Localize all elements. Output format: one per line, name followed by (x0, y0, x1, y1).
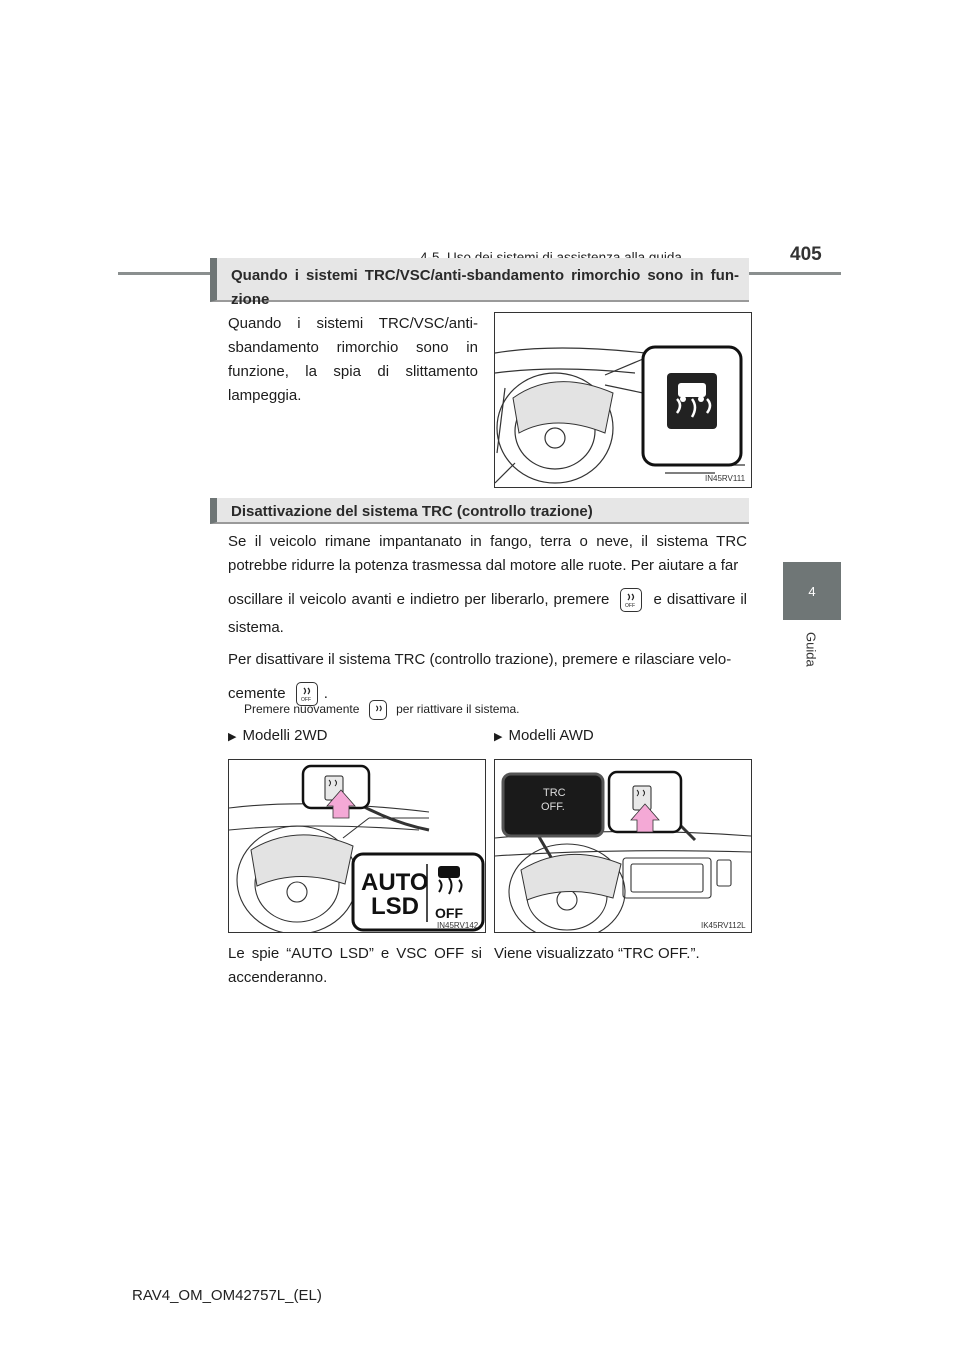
para2-text-c: . (323, 685, 328, 703)
para1-text-c: e disattivare il (653, 591, 748, 608)
auto-lsd-indicator-line1: AUTO (361, 869, 429, 896)
section-heading-trc-active (210, 258, 749, 308)
note-text-a: Premere nuovamente (244, 702, 360, 717)
trc-off-display-line1: TRC (543, 787, 566, 799)
figure-2wd (228, 759, 486, 933)
trc-off-display-line2: OFF. (541, 801, 565, 813)
para1-line-a: Se il veicolo rimane impantanato in fango, terra o neve, il sistema TRC potrebbe ridurre la potenza trasmessa dal motore alle ruote. Per aiutare a far (228, 533, 747, 574)
document-code: RAV4_OM_OM42757L_(EL) (132, 1287, 322, 1304)
model-label-awd: ▶ Modelli AWD (494, 727, 594, 744)
para2-text-b: cemente (228, 685, 286, 703)
figure-awd (494, 759, 752, 933)
figure-code: IN45RV142 (437, 921, 479, 930)
svg-text:OFF: OFF (625, 603, 636, 610)
note-text-b: per riattivare il sistema. (396, 702, 520, 717)
auto-lsd-indicator-line2: LSD (371, 893, 419, 920)
reactivate-note (244, 700, 519, 720)
page-number: 405 (790, 244, 822, 265)
para1-text-b: oscillare il veicolo avanti e indietro per liberarlo, premere (228, 591, 610, 608)
dashboard-awd-illustration (495, 760, 751, 932)
section-heading-trc-off: Disattivazione del sistema TRC (controllo trazione) (210, 498, 749, 524)
dashboard-2wd-illustration (229, 760, 485, 932)
chapter-tab: 4 (783, 562, 841, 620)
para2-line-a: Per disattivare il sistema TRC (controllo trazione), premere e rilasciare velo- (228, 651, 732, 669)
triangle-bullet-icon: ▶ (494, 731, 503, 743)
section2-paragraphs (228, 530, 747, 706)
figure-slip-indicator (494, 312, 752, 488)
vsc-off-button-icon (369, 700, 387, 720)
triangle-bullet-icon: ▶ (228, 731, 237, 743)
section1-text: Quando i sistemi TRC/VSC/anti-sbandamento rimorchio sono in funzione, la spia di slittamento lampeggia. (228, 315, 478, 404)
heading-line-1: Quando i sistemi TRC/VSC/anti-sbandamento rimorchio sono in fun- (231, 267, 739, 284)
dashboard-illustration (495, 313, 751, 487)
caption-awd: Viene visualizzato “TRC OFF.”. (494, 945, 700, 962)
caption-2wd: Le spie “AUTO LSD” e VSC OFF si accenderanno. (228, 945, 482, 986)
para1-line-b (228, 588, 747, 612)
para1-line-d: sistema. (228, 619, 284, 637)
figure-code: IK45RV112L (701, 921, 746, 930)
vsc-off-button-icon (620, 588, 642, 612)
svg-text:OFF: OFF (300, 697, 311, 704)
vsc-off-indicator-text: OFF (435, 905, 463, 921)
model-label-2wd: ▶ Modelli 2WD (228, 727, 328, 744)
heading-line-2: zione (231, 291, 270, 308)
chapter-tab-label: Guida (803, 632, 819, 667)
figure-code: IN45RV111 (705, 474, 746, 483)
